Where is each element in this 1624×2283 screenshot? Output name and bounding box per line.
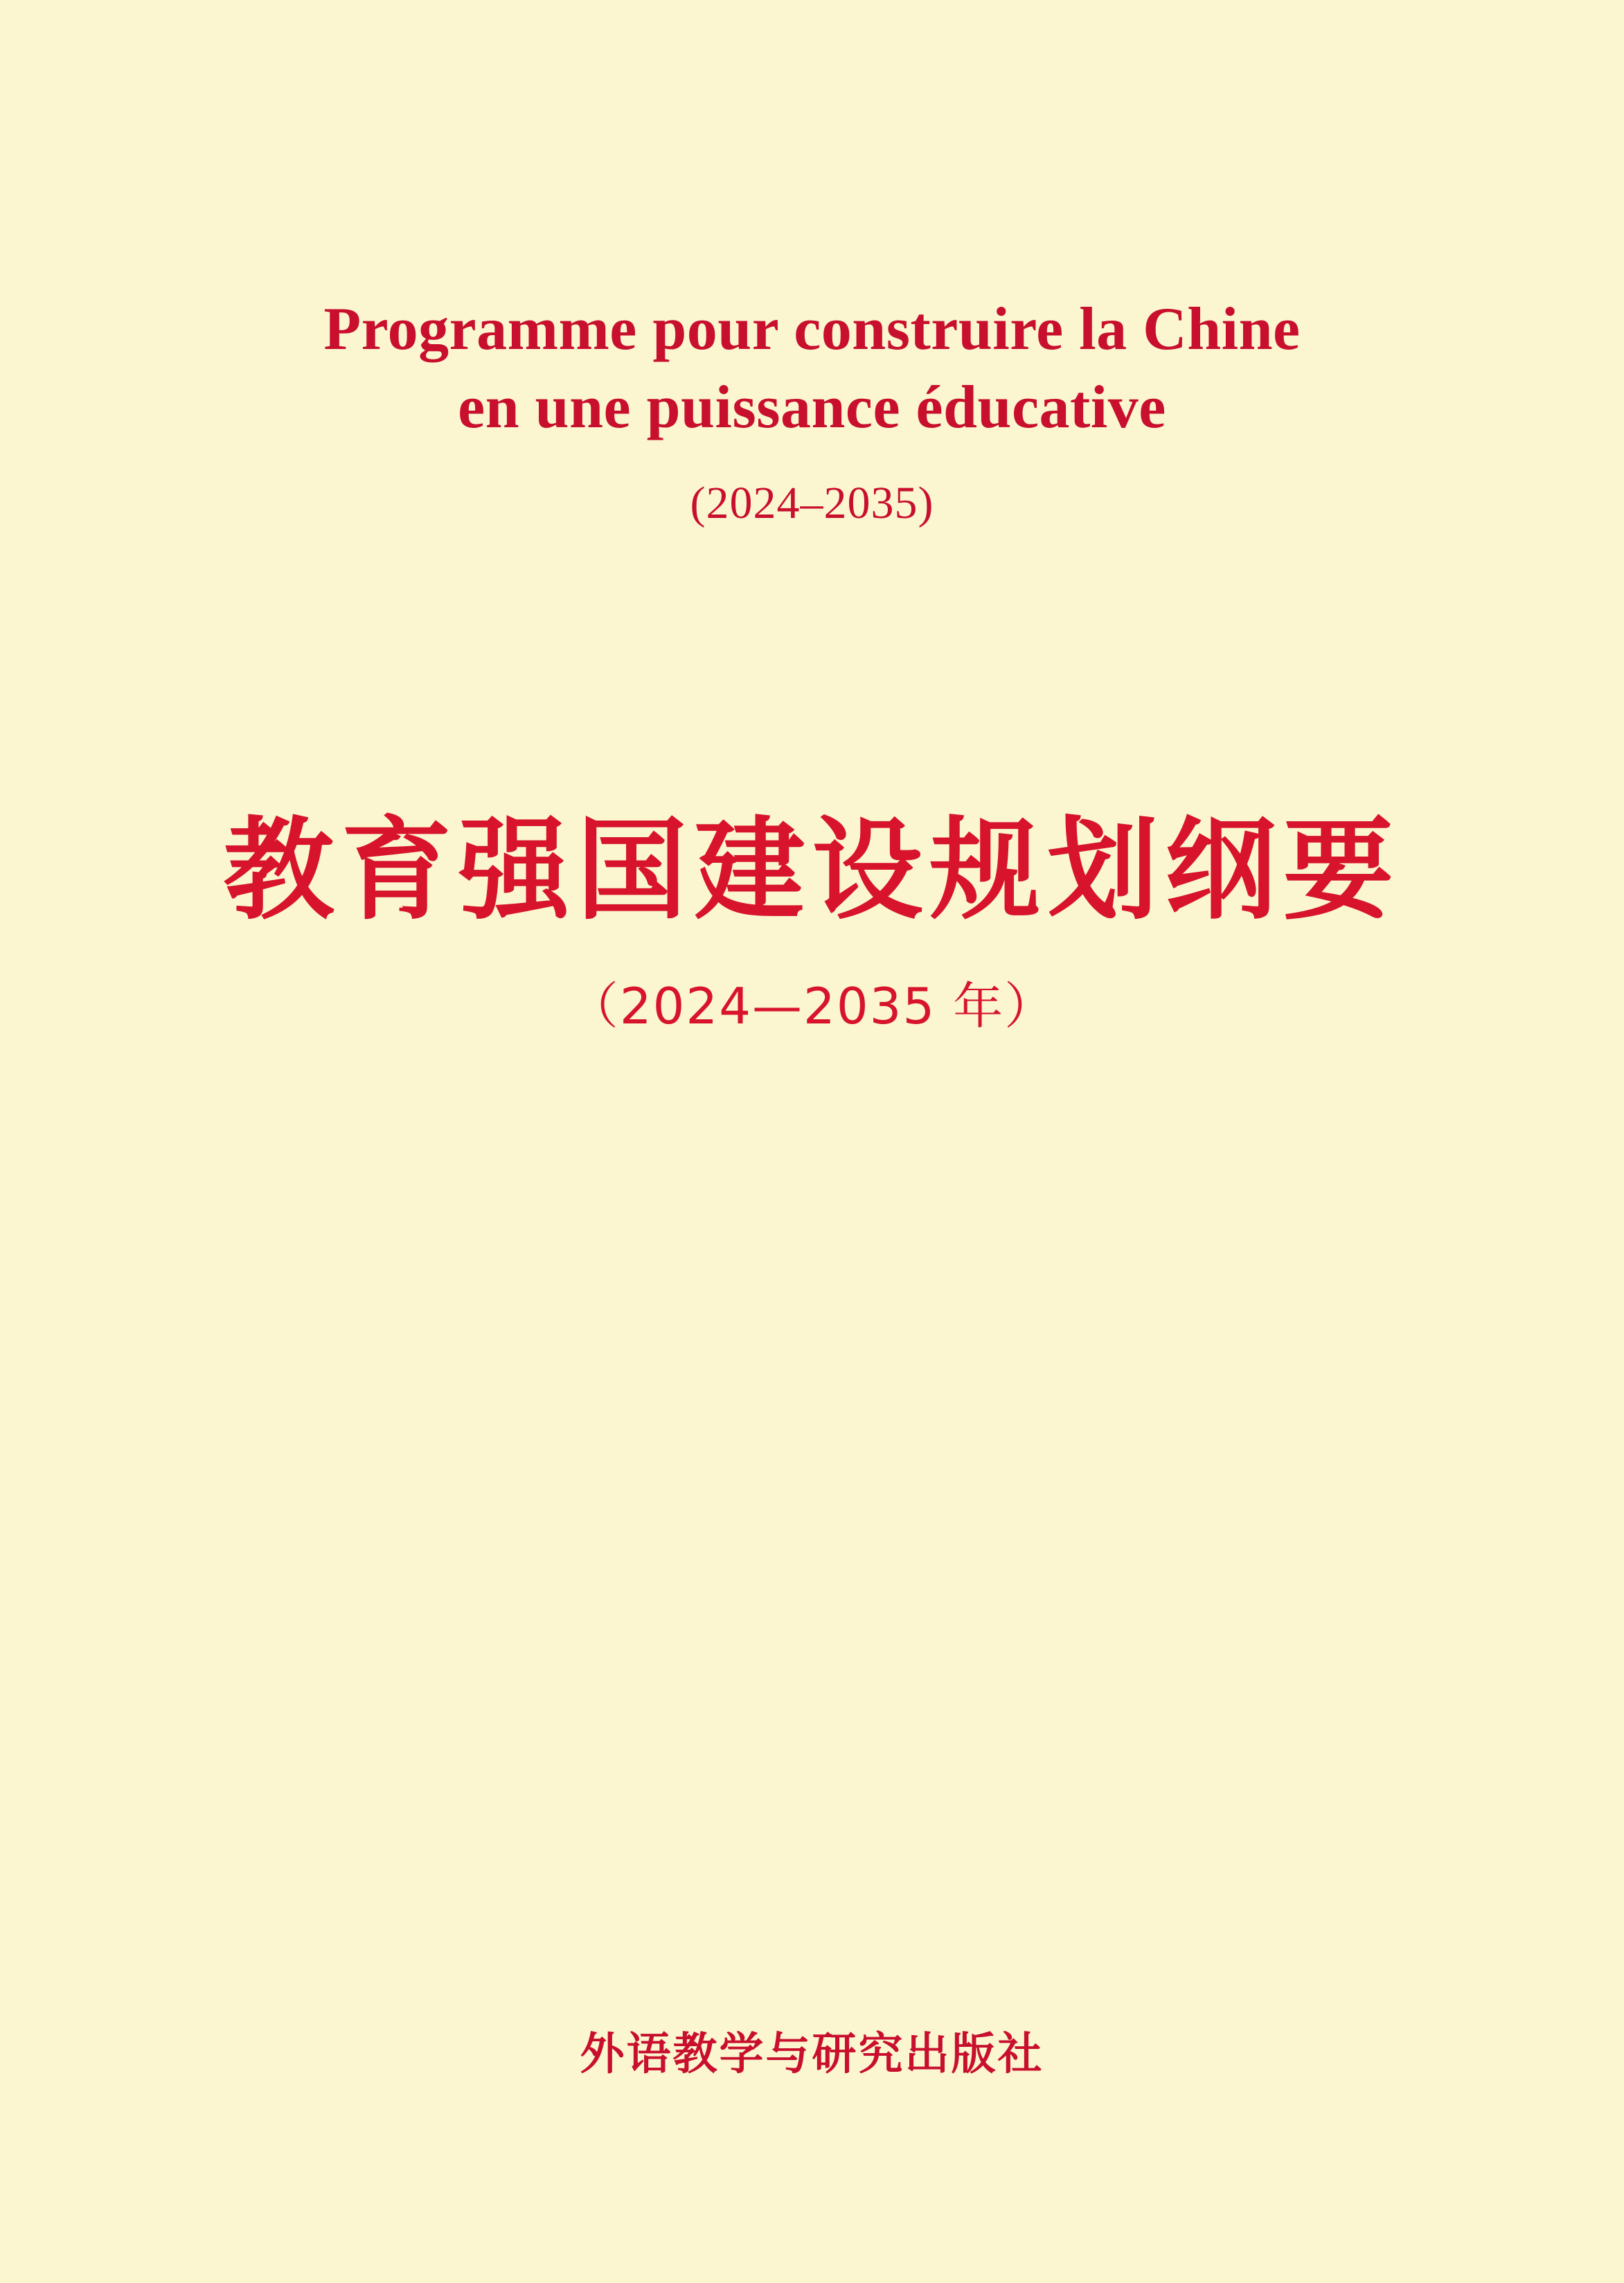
french-title-block	[0, 291, 1624, 530]
publisher-name: 外语教学与研究出版社	[580, 2029, 1044, 2080]
chinese-subtitle-year-range: （2024—2035 年）	[568, 977, 1056, 1036]
french-title-line-1: Programme pour construire la Chine	[323, 296, 1301, 363]
french-title-line-2: en une puissance éducative	[458, 373, 1166, 441]
chinese-title-block	[0, 807, 1624, 1038]
french-subtitle-year-range: (2024–2035)	[690, 478, 934, 529]
chinese-title: 教育强国建设规划纲要	[223, 805, 1401, 935]
